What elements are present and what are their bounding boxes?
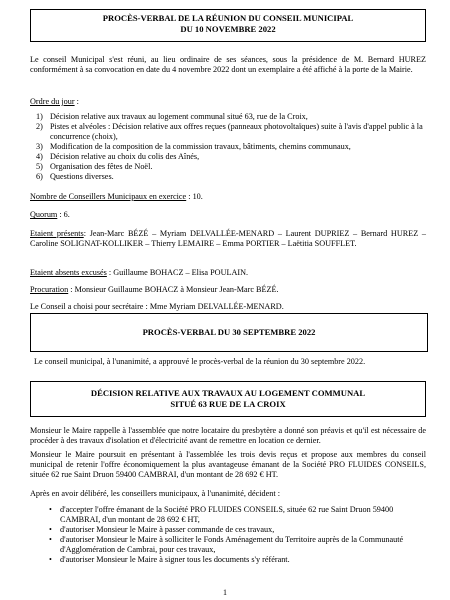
agenda-item <box>30 112 426 122</box>
travaux-paragraph-1: Monsieur le Maire rappelle à l'assemblée que notre locataire du presbytère a donné son préavis et qu'il est nécessaire de procéder à des travaux d'isolation et d'électricité avant de remettre en location ce dernier. <box>30 426 426 445</box>
travaux-paragraph-3: Après en avoir délibéré, les conseillers municipaux, à l'unanimité, décident : <box>30 489 280 498</box>
agenda-item <box>30 162 426 172</box>
agenda-item-text: Pistes et alvéoles : Décision relative aux offres reçues (panneaux photovoltaïques) suite à l'avis d'appel public à la concurrence (choix), <box>50 122 423 141</box>
bullet-icon: • <box>49 505 52 514</box>
agenda-item <box>30 142 426 152</box>
decision-text: d'accepter l'offre émanant de la Société PRO FLUIDES CONSEILS, située 62 rue Saint Druon 59400 CAMBRAI, d'un montant de 28 692 € HT, <box>60 505 394 524</box>
quorum-label: Quorum <box>30 210 58 219</box>
bullet-icon: • <box>49 555 52 564</box>
section-pv-box <box>30 313 428 352</box>
decision-item <box>30 505 426 525</box>
intro-paragraph: Le conseil Municipal s'est réuni, au lieu ordinaire de ses séances, sous la présidence de M. Bernard HUREZ conformément à sa convocation en date du 4 novembre 2022 dont un exemplaire a été affiché à la porte de la Mairie. <box>30 55 426 74</box>
decision-item <box>30 535 426 555</box>
agenda-heading <box>30 97 426 107</box>
decision-item <box>30 525 426 535</box>
present-members-list: : Jean-Marc BÉZÉ – Myriam DELVALLÉE-MENARD – Laurent DUPRIEZ – Bernard HUREZ – Caroline SOLIGNAT-KOLLIKER – Thierry LEMAIRE – Emma PORTIER – Laëtitia SOUFFLET. <box>30 229 426 248</box>
councillors-count <box>30 192 426 202</box>
excused-members-label: Etaient absents excusés <box>30 268 107 277</box>
councillors-count-label: Nombre de Conseillers Municipaux en exercice <box>30 192 187 201</box>
quorum <box>30 210 426 220</box>
section-travaux-subtitle: SITUÉ 63 RUE DE LA CROIX <box>170 399 286 409</box>
present-members <box>30 229 426 249</box>
page-number: 1 <box>223 588 227 597</box>
agenda-item-text: Décision relative au choix du colis des Aînés, <box>50 152 200 161</box>
document-date: DU 10 NOVEMBRE 2022 <box>180 24 276 34</box>
section-travaux-title: DÉCISION RELATIVE AUX TRAVAUX AU LOGEMENT COMMUNAL <box>90 388 366 398</box>
proxy-label: Procuration <box>30 285 69 294</box>
bullet-icon: • <box>49 525 52 534</box>
title-box <box>30 9 426 42</box>
secretary: Le Conseil a choisi pour secrétaire : Mme Myriam DELVALLÉE-MENARD. <box>30 302 284 311</box>
decision-list <box>30 505 426 565</box>
agenda-item-number: 6) <box>36 172 43 181</box>
agenda-heading-label: Ordre du jour <box>30 97 75 106</box>
quorum-value: : 6. <box>57 210 70 219</box>
proxy <box>30 285 426 295</box>
agenda-item-number: 2) <box>36 122 43 131</box>
agenda-item-text: Décision relative aux travaux au logement communal situé 63, rue de la Croix, <box>50 112 308 121</box>
agenda-item-number: 5) <box>36 162 43 171</box>
section-pv-text: Le conseil municipal, à l'unanimité, a approuvé le procès-verbal de la réunion du 30 septembre 2022. <box>34 357 366 366</box>
agenda-item <box>30 152 426 162</box>
agenda-item <box>30 122 426 142</box>
excused-members-list: : Guillaume BOHACZ – Elisa POULAIN. <box>106 268 249 277</box>
bullet-icon: • <box>49 535 52 544</box>
proxy-value: : Monsieur Guillaume BOHACZ à Monsieur Jean-Marc BÉZÉ. <box>68 285 279 294</box>
agenda-heading-suffix: : <box>74 97 79 106</box>
section-pv-title: PROCÈS-VERBAL DU 30 SEPTEMBRE 2022 <box>142 327 316 337</box>
decision-text: d'autoriser Monsieur le Maire à solliciter le Fonds Aménagement du Territoire auprès de la Communauté d'Agglomération de Cambrai, pour ces travaux, <box>60 535 404 554</box>
document-title: PROCÈS-VERBAL DE LA RÉUNION DU CONSEIL MUNICIPAL <box>102 13 354 23</box>
excused-members <box>30 268 426 278</box>
agenda-item-number: 1) <box>36 112 43 121</box>
agenda-item-text: Organisation des fêtes de Noël. <box>50 162 153 171</box>
present-members-label: Etaient présents <box>30 229 84 238</box>
agenda-item-number: 4) <box>36 152 43 161</box>
decision-text: d'autoriser Monsieur le Maire à passer commande de ces travaux, <box>60 525 275 534</box>
councillors-count-value: : 10. <box>186 192 203 201</box>
agenda-item-text: Questions diverses. <box>50 172 114 181</box>
agenda-item-text: Modification de la composition de la commission travaux, bâtiments, chemins communaux, <box>50 142 351 151</box>
travaux-paragraph-2: Monsieur le Maire poursuit en présentant à l'assemblée les trois devis reçus et propose aux membres du conseil municipal de retenir l'offre économiquement la plus avantageuse émanant de la Société PRO FLUIDES CONSEILS, située 62 rue Saint Druon 59400 CAMBRAI, d'un montant de 28 692 € HT. <box>30 450 426 479</box>
section-travaux-box <box>30 381 426 417</box>
agenda-item-number: 3) <box>36 142 43 151</box>
decision-item <box>30 555 426 565</box>
agenda-item <box>30 172 426 182</box>
decision-text: d'autoriser Monsieur le Maire à signer tous les documents s'y référant. <box>60 555 290 564</box>
agenda-list <box>30 112 426 182</box>
